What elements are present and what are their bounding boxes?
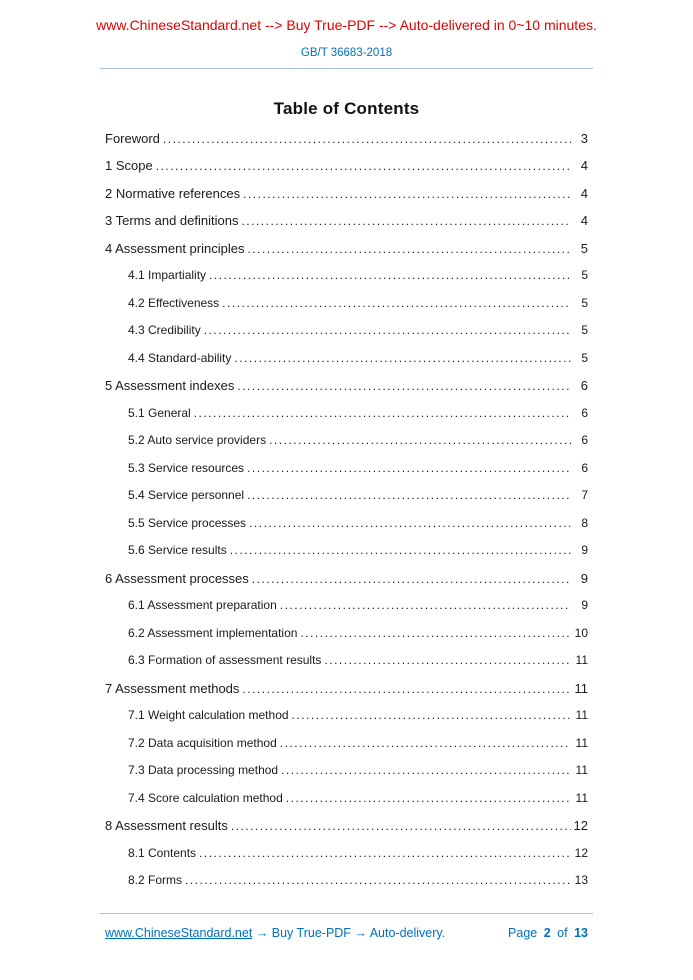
toc-entry-label: 8.2 Forms (128, 873, 183, 888)
toc-entry[interactable] (105, 158, 588, 186)
toc-entry-label: 8.1 Contents (128, 845, 197, 860)
toc-entry[interactable] (105, 818, 588, 846)
toc-entry[interactable] (105, 763, 588, 791)
toc-entry-page: 5 (581, 295, 588, 310)
toc-entry-page: 11 (575, 708, 588, 723)
toc-entry-page: 12 (573, 818, 588, 834)
toc-entry-label: 6.1 Assessment preparation (128, 598, 277, 613)
toc-entry[interactable] (105, 296, 588, 324)
toc-entry-label: 5.6 Service results (128, 543, 227, 558)
toc-entry-page: 6 (581, 460, 588, 475)
toc-entry-label: 3 Terms and definitions (105, 213, 239, 229)
toc-entry-page: 13 (574, 873, 588, 888)
toc-entry-label: 7 Assessment methods (105, 680, 240, 696)
footer-promo (105, 926, 445, 940)
page-indicator-of: of (557, 926, 568, 940)
toc-entry-label: 5.2 Auto service providers (128, 433, 267, 448)
toc-leader-dots (252, 571, 571, 586)
toc-entry-page: 10 (574, 625, 588, 640)
toc-entry-label: 5.4 Service personnel (128, 488, 245, 503)
toc-entry[interactable] (105, 653, 588, 681)
toc-entry-page: 4 (580, 158, 588, 174)
toc-leader-dots (185, 873, 571, 887)
toc-entry[interactable] (105, 186, 588, 214)
toc-entry[interactable] (105, 571, 588, 599)
toc-leader-dots (281, 763, 571, 777)
toc-entry-page: 11 (575, 735, 588, 750)
toc-entry[interactable] (105, 433, 588, 461)
toc-leader-dots (204, 323, 571, 337)
toc-entry-page: 3 (580, 130, 588, 146)
page-indicator-label: Page (508, 926, 538, 940)
toc-leader-dots (234, 351, 571, 365)
toc-entry[interactable] (105, 681, 588, 709)
toc-entry-page: 8 (581, 515, 588, 530)
toc-entry[interactable] (105, 873, 588, 901)
toc-entry[interactable] (105, 598, 588, 626)
toc-entry[interactable] (105, 406, 588, 434)
toc-leader-dots (199, 846, 571, 860)
toc-entry-page: 4 (580, 185, 588, 201)
toc-entry-page: 6 (581, 433, 588, 448)
toc-entry[interactable] (105, 846, 588, 874)
toc-entry-page: 9 (581, 543, 588, 558)
toc-entry-label: 6 Assessment processes (105, 570, 249, 586)
toc-leader-dots (209, 268, 571, 282)
toc-entry-label: 1 Scope (105, 158, 153, 174)
toc-entry-page: 5 (581, 268, 588, 283)
toc-entry[interactable] (105, 268, 588, 296)
header-divider (100, 68, 593, 69)
toc-entry[interactable] (105, 543, 588, 571)
toc-leader-dots (269, 433, 571, 447)
toc-leader-dots (292, 708, 571, 722)
page-indicator (505, 926, 588, 940)
toc-entry-page: 4 (580, 213, 588, 229)
toc-entry-label: 4.4 Standard-ability (128, 350, 232, 365)
toc-entry[interactable] (105, 708, 588, 736)
toc-entry-label: 4.2 Effectiveness (128, 295, 220, 310)
toc-leader-dots (300, 626, 571, 640)
toc-entry-label: 5.5 Service processes (128, 515, 247, 530)
footer-divider (100, 913, 593, 914)
toc-leader-dots (222, 296, 571, 310)
toc-leader-dots (231, 818, 571, 833)
toc-leader-dots (249, 516, 571, 530)
standard-code: GB/T 36683-2018 (300, 46, 393, 59)
page-footer (100, 913, 593, 940)
toc-leader-dots (237, 378, 571, 393)
toc-entry-page: 5 (581, 323, 588, 338)
toc-entry-label: 7.4 Score calculation method (128, 790, 283, 805)
toc-leader-dots (247, 488, 571, 502)
toc-leader-dots (247, 241, 571, 256)
toc-entry-page: 7 (581, 488, 588, 503)
toc-entry[interactable] (105, 488, 588, 516)
toc-entry[interactable] (105, 461, 588, 489)
toc-entry-label: 5.3 Service resources (128, 460, 245, 475)
toc-entry-label: 4 Assessment principles (105, 240, 245, 256)
toc-list (105, 131, 588, 901)
toc-leader-dots (280, 736, 571, 750)
toc-entry-label: 5 Assessment indexes (105, 378, 235, 394)
toc-entry-page: 11 (575, 763, 588, 778)
toc-entry-label: 6.2 Assessment implementation (128, 625, 298, 640)
toc-leader-dots (156, 158, 571, 173)
toc-entry[interactable] (105, 351, 588, 379)
toc-leader-dots (242, 681, 571, 696)
toc-entry-page: 11 (575, 653, 588, 668)
toc-entry-page: 11 (574, 680, 588, 696)
toc-entry[interactable] (105, 378, 588, 406)
toc-entry-label: 6.3 Formation of assessment results (128, 653, 322, 668)
toc-leader-dots (241, 213, 571, 228)
toc-entry-page: 5 (581, 350, 588, 365)
toc-entry-label: 8 Assessment results (105, 818, 228, 834)
toc-leader-dots (243, 186, 571, 201)
toc-entry[interactable] (105, 791, 588, 819)
toc-leader-dots (230, 543, 571, 557)
toc-entry-label: 7.2 Data acquisition method (128, 735, 277, 750)
toc-entry[interactable] (105, 213, 588, 241)
toc-entry[interactable] (105, 241, 588, 269)
footer-link[interactable]: www.ChineseStandard.net (105, 926, 253, 940)
toc-entry-page: 9 (581, 598, 588, 613)
toc-entry[interactable] (105, 516, 588, 544)
toc-leader-dots (286, 791, 571, 805)
toc-entry-page: 12 (574, 845, 588, 860)
toc-entry-page: 6 (581, 405, 588, 420)
toc-leader-dots (194, 406, 571, 420)
toc-entry-label: 4.1 Impartiality (128, 268, 207, 283)
promo-banner[interactable]: www.ChineseStandard.net --> Buy True-PDF --> Auto-delivered in 0~10 minutes. (96, 17, 597, 33)
toc-entry-label: 4.3 Credibility (128, 323, 201, 338)
toc-entry-page: 11 (575, 790, 588, 805)
toc-entry[interactable] (105, 323, 588, 351)
toc-entry[interactable] (105, 626, 588, 654)
page-header (0, 17, 693, 69)
toc-entry-label: 2 Normative references (105, 185, 241, 201)
toc-entry-label: Foreword (105, 130, 160, 146)
page-indicator-total: 13 (574, 926, 588, 940)
footer-promo-text: → Buy True-PDF → Auto-delivery. (252, 926, 446, 940)
toc-entry-page: 9 (580, 570, 588, 586)
toc-leader-dots (280, 598, 571, 612)
toc-entry-label: 5.1 General (128, 405, 191, 420)
toc-entry[interactable] (105, 131, 588, 159)
page-indicator-current: 2 (543, 926, 551, 940)
toc-entry-page: 5 (580, 240, 588, 256)
toc-entry-label: 7.1 Weight calculation method (128, 708, 289, 723)
toc-entry[interactable] (105, 736, 588, 764)
toc-entry-page: 6 (580, 378, 588, 394)
toc-entry-label: 7.3 Data processing method (128, 763, 279, 778)
toc-leader-dots (324, 653, 571, 667)
page-title: Table of Contents (273, 98, 420, 118)
toc-leader-dots (247, 461, 571, 475)
toc-leader-dots (163, 131, 571, 146)
